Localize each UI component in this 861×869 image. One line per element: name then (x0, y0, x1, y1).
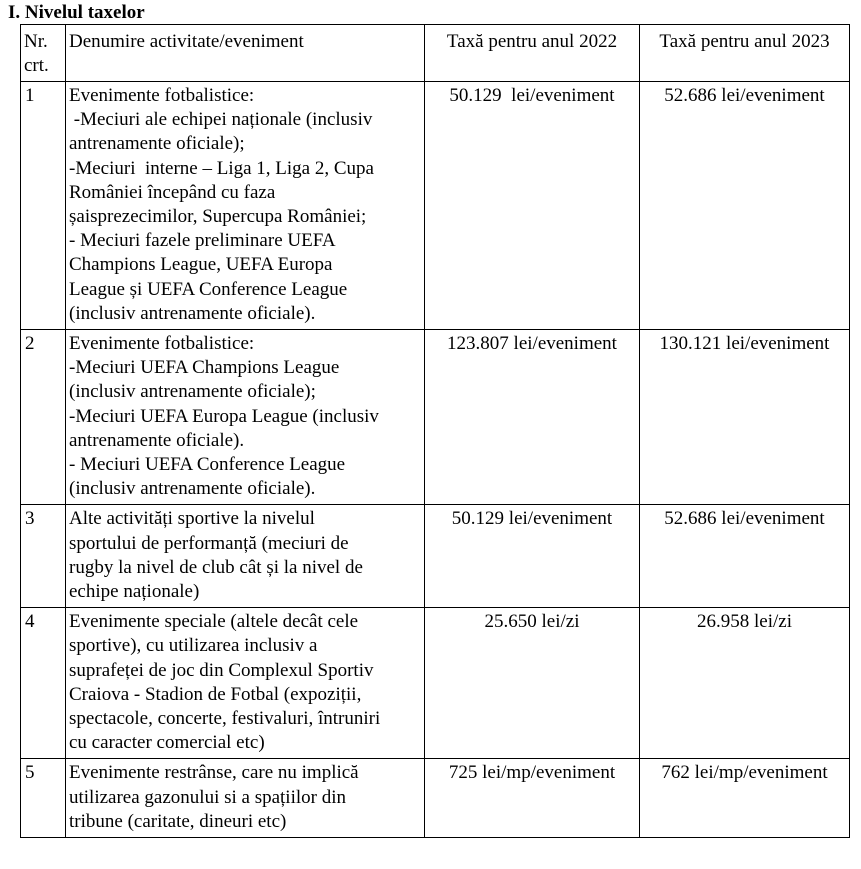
activity-line: -Meciuri interne – Liga 1, Liga 2, Cupa (69, 157, 374, 179)
table-row (21, 505, 850, 608)
activity-line: echipe naționale) (69, 581, 200, 603)
header-fee-2022: Taxă pentru anul 2022 (425, 25, 640, 82)
fee-2022: 25.650 lei/zi (425, 608, 640, 759)
fee-2022: 50.129 lei/eveniment (425, 82, 640, 330)
activity-line: antrenamente oficiale); (69, 133, 245, 155)
header-nr (21, 25, 66, 82)
fee-2023: 52.686 lei/eveniment (640, 82, 850, 330)
activity-line: tribune (caritate, dineuri etc) (69, 810, 287, 832)
activity-line: (inclusiv antrenamente oficiale). (69, 302, 316, 324)
activity-line: suprafeței de joc din Complexul Sportiv (69, 659, 374, 681)
header-nr-line: crt. (24, 55, 49, 76)
activity-line: sportive), cu utilizarea inclusiv a (69, 635, 318, 657)
activity-line: League și UEFA Conference League (69, 278, 348, 300)
table-row (21, 82, 850, 330)
fee-2022: 50.129 lei/eveniment (425, 505, 640, 608)
activity-line: -Meciuri ale echipei naționale (inclusiv (69, 109, 373, 131)
fee-2023: 130.121 lei/eveniment (640, 330, 850, 505)
fee-2022: 123.807 lei/eveniment (425, 330, 640, 505)
activity-line: Champions League, UEFA Europa (69, 254, 333, 276)
activity-line: Alte activități sportive la nivelul (69, 508, 315, 530)
header-activity: Denumire activitate/eveniment (66, 25, 425, 82)
activity-line: (inclusiv antrenamente oficiale); (69, 381, 316, 403)
activity-line: Evenimente restrânse, care nu implică (69, 762, 359, 784)
row-number: 4 (21, 608, 66, 759)
activity-line: antrenamente oficiale). (69, 429, 245, 451)
fee-2023: 762 lei/mp/eveniment (640, 759, 850, 838)
activity-description (66, 82, 425, 330)
activity-line: spectacole, concerte, festivaluri, întruniri (69, 708, 381, 730)
row-number: 2 (21, 330, 66, 505)
activity-line: Evenimente fotbalistice: (69, 85, 255, 106)
activity-line: Craiova - Stadion de Fotbal (expoziții, (69, 683, 362, 705)
activity-line: - Meciuri UEFA Conference League (69, 454, 346, 476)
activity-line: sportului de performanță (meciuri de (69, 532, 349, 554)
table-row (21, 759, 850, 838)
fee-table (20, 24, 850, 838)
table-row (21, 330, 850, 505)
header-fee-2023: Taxă pentru anul 2023 (640, 25, 850, 82)
activity-line: Evenimente fotbalistice: (69, 333, 255, 355)
activity-line: rugby la nivel de club cât și la nivel de (69, 556, 363, 578)
row-number: 5 (21, 759, 66, 838)
activity-line: - Meciuri fazele preliminare UEFA (69, 230, 336, 252)
activity-description (66, 330, 425, 505)
activity-line: (inclusiv antrenamente oficiale). (69, 478, 316, 500)
row-number: 3 (21, 505, 66, 608)
activity-line: României începând cu faza (69, 181, 276, 203)
activity-line: Evenimente speciale (altele decât cele (69, 611, 359, 633)
activity-description (66, 505, 425, 608)
activity-description (66, 608, 425, 759)
activity-line: șaisprezecimilor, Supercupa României; (69, 206, 367, 228)
fee-2022: 725 lei/mp/eveniment (425, 759, 640, 838)
activity-line: -Meciuri UEFA Champions League (69, 357, 340, 379)
table-row (21, 608, 850, 759)
fee-2023: 26.958 lei/zi (640, 608, 850, 759)
activity-line: utilizarea gazonului si a spațiilor din (69, 786, 347, 808)
activity-line: -Meciuri UEFA Europa League (inclusiv (69, 405, 379, 427)
section-title: I. Nivelul taxelor (8, 2, 145, 23)
fee-2023: 52.686 lei/eveniment (640, 505, 850, 608)
activity-description (66, 759, 425, 838)
table-header-row (21, 25, 850, 82)
row-number: 1 (21, 82, 66, 330)
header-nr-line: Nr. (24, 31, 48, 52)
activity-line: cu caracter comercial etc) (69, 732, 265, 754)
